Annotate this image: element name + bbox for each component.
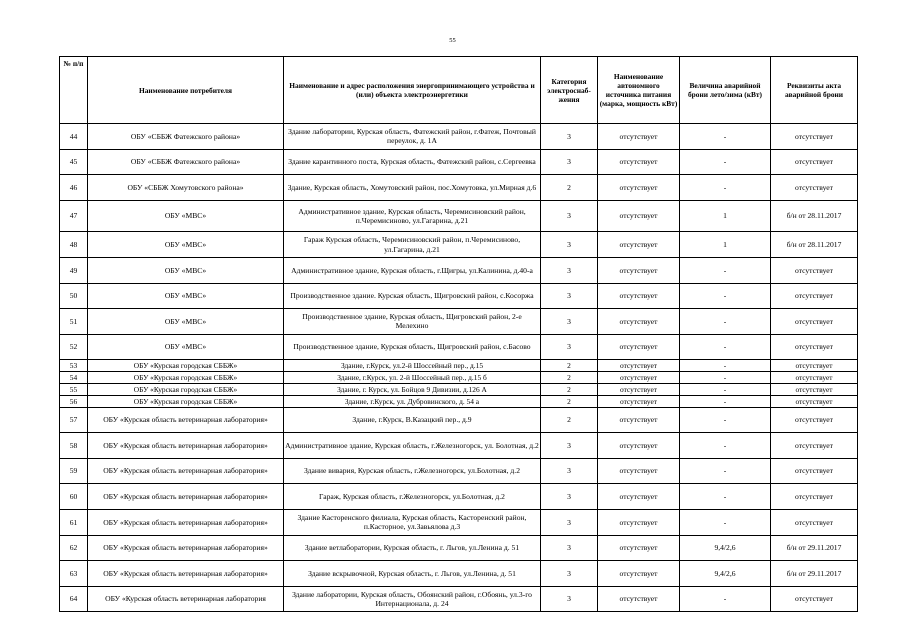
table-row [60, 458, 858, 484]
table-row [60, 232, 858, 258]
consumer-cell: ОБУ «МВС» [88, 200, 284, 232]
reserve-value-cell: - [680, 586, 771, 612]
address-cell: Гараж Курская область, Черемисиновский район, п.Черемисиново, ул.Гагарина, д.21 [284, 232, 541, 258]
power-source-cell: отсутствует [598, 232, 680, 258]
reserve-value-cell: - [680, 395, 771, 407]
emergency-reserve-table [59, 56, 858, 612]
table-row [60, 175, 858, 201]
address-cell: Здание карантинного поста, Курская область, Фатежский район, с.Сергеевка [284, 149, 541, 175]
address-cell: Гараж, Курская область, г.Железногорск, ул.Болотная, д.2 [284, 484, 541, 510]
row-number-cell: 58 [60, 433, 88, 459]
consumer-cell: ОБУ «Курская область ветеринарная лаборатория [88, 586, 284, 612]
consumer-cell: ОБУ «Курская область ветеринарная лаборатория» [88, 433, 284, 459]
reserve-value-cell: - [680, 175, 771, 201]
row-number-cell: 51 [60, 309, 88, 335]
category-cell: 3 [541, 257, 598, 283]
power-source-cell: отсутствует [598, 395, 680, 407]
address-cell: Здание, г.Курск, ул. 2-й Шоссейный пер., д.15 б [284, 372, 541, 384]
row-number-cell: 49 [60, 257, 88, 283]
row-number-cell: 64 [60, 586, 88, 612]
reserve-value-cell: - [680, 257, 771, 283]
category-cell: 3 [541, 561, 598, 587]
power-source-cell: отсутствует [598, 175, 680, 201]
power-source-cell: отсутствует [598, 257, 680, 283]
row-number-cell: 48 [60, 232, 88, 258]
act-details-cell: б/н от 28.11.2017 [771, 232, 858, 258]
row-number-cell: 50 [60, 283, 88, 309]
row-number-cell: 54 [60, 372, 88, 384]
table-row [60, 309, 858, 335]
category-cell: 3 [541, 124, 598, 150]
table-row [60, 200, 858, 232]
consumer-cell: ОБУ «Курская область ветеринарная лаборатория» [88, 458, 284, 484]
table-row [60, 535, 858, 561]
act-details-cell: отсутствует [771, 334, 858, 360]
category-cell: 3 [541, 586, 598, 612]
power-source-cell: отсутствует [598, 309, 680, 335]
address-cell: Здание лаборатории, Курская область, Обоянский район, г.Обоянь, ул.3-го Интернационала, д. 24 [284, 586, 541, 612]
reserve-value-cell: - [680, 383, 771, 395]
power-source-cell: отсутствует [598, 334, 680, 360]
power-source-cell: отсутствует [598, 372, 680, 384]
row-number-cell: 55 [60, 383, 88, 395]
power-source-cell: отсутствует [598, 509, 680, 535]
power-source-cell: отсутствует [598, 149, 680, 175]
reserve-value-cell: 9,4/2,6 [680, 561, 771, 587]
row-number-cell: 62 [60, 535, 88, 561]
power-source-cell: отсутствует [598, 484, 680, 510]
act-details-cell: отсутствует [771, 458, 858, 484]
address-cell: Здание лаборатории, Курская область, Фатежский район, г.Фатеж, Почтовый переулок, д. 1А [284, 124, 541, 150]
category-cell: 3 [541, 309, 598, 335]
consumer-cell: ОБУ «Курская область ветеринарная лаборатория» [88, 407, 284, 433]
consumer-cell: ОБУ «Курская область ветеринарная лаборатория» [88, 535, 284, 561]
category-cell: 3 [541, 484, 598, 510]
header-num: № п/п [60, 57, 88, 124]
address-cell: Здание, г.Курск, В.Казацкий пер., д.9 [284, 407, 541, 433]
row-number-cell: 45 [60, 149, 88, 175]
reserve-value-cell: 9,4/2,6 [680, 535, 771, 561]
consumer-cell: ОБУ «Курская область ветеринарная лаборатория» [88, 509, 284, 535]
address-cell: Здание, г.Курск, ул.2-й Шоссейный пер., д.15 [284, 360, 541, 372]
row-number-cell: 59 [60, 458, 88, 484]
power-source-cell: отсутствует [598, 433, 680, 459]
reserve-value-cell: - [680, 484, 771, 510]
header-act: Реквизиты акта аварийной брони [771, 57, 858, 124]
act-details-cell: отсутствует [771, 283, 858, 309]
reserve-value-cell: - [680, 433, 771, 459]
act-details-cell: отсутствует [771, 586, 858, 612]
category-cell: 2 [541, 407, 598, 433]
act-details-cell: отсутствует [771, 149, 858, 175]
power-source-cell: отсутствует [598, 383, 680, 395]
header-category: Категория электроснаб-жения [541, 57, 598, 124]
category-cell: 2 [541, 175, 598, 201]
reserve-value-cell: - [680, 149, 771, 175]
table-row [60, 334, 858, 360]
row-number-cell: 52 [60, 334, 88, 360]
category-cell: 3 [541, 149, 598, 175]
table-row [60, 395, 858, 407]
consumer-cell: ОБУ «МВС» [88, 334, 284, 360]
category-cell: 2 [541, 383, 598, 395]
row-number-cell: 60 [60, 484, 88, 510]
category-cell: 3 [541, 232, 598, 258]
table-row [60, 124, 858, 150]
reserve-value-cell: - [680, 334, 771, 360]
header-consumer: Наименование потребителя [88, 57, 284, 124]
address-cell: Административное здание, Курская область, Черемисиновский район, п.Черемисиново, ул.Гагарина, д.21 [284, 200, 541, 232]
category-cell: 3 [541, 200, 598, 232]
power-source-cell: отсутствует [598, 407, 680, 433]
category-cell: 2 [541, 372, 598, 384]
category-cell: 3 [541, 535, 598, 561]
category-cell: 3 [541, 433, 598, 459]
table-row [60, 484, 858, 510]
act-details-cell: отсутствует [771, 433, 858, 459]
reserve-value-cell: - [680, 124, 771, 150]
consumer-cell: ОБУ «Курская область ветеринарная лаборатория» [88, 561, 284, 587]
reserve-value-cell: 1 [680, 232, 771, 258]
address-cell: Административное здание, Курская область, г.Щигры, ул.Калинина, д.40-а [284, 257, 541, 283]
address-cell: Производственное здание, Курская область, Щигровский район, с.Басово [284, 334, 541, 360]
act-details-cell: б/н от 29.11.2017 [771, 535, 858, 561]
row-number-cell: 47 [60, 200, 88, 232]
consumer-cell: ОБУ «МВС» [88, 283, 284, 309]
row-number-cell: 44 [60, 124, 88, 150]
act-details-cell: отсутствует [771, 372, 858, 384]
address-cell: Здание Касторенского филиала, Курская область, Касторенский район, п.Касторное, ул.Завьялова д.3 [284, 509, 541, 535]
reserve-value-cell: - [680, 283, 771, 309]
consumer-cell: ОБУ «МВС» [88, 309, 284, 335]
table-row [60, 433, 858, 459]
row-number-cell: 53 [60, 360, 88, 372]
act-details-cell: отсутствует [771, 309, 858, 335]
table-row [60, 383, 858, 395]
consumer-cell: ОБУ «Курская область ветеринарная лаборатория» [88, 484, 284, 510]
address-cell: Здание ветлаборатории, Курская область, г. Льгов, ул.Ленина д. 51 [284, 535, 541, 561]
consumer-cell: ОБУ «Курская городская СББЖ» [88, 372, 284, 384]
act-details-cell: отсутствует [771, 175, 858, 201]
power-source-cell: отсутствует [598, 200, 680, 232]
row-number-cell: 63 [60, 561, 88, 587]
consumer-cell: ОБУ «СББЖ Фатежского района» [88, 124, 284, 150]
category-cell: 2 [541, 395, 598, 407]
consumer-cell: ОБУ «Курская городская СББЖ» [88, 360, 284, 372]
consumer-cell: ОБУ «СББЖ Фатежского района» [88, 149, 284, 175]
power-source-cell: отсутствует [598, 535, 680, 561]
consumer-cell: ОБУ «МВС» [88, 257, 284, 283]
category-cell: 3 [541, 458, 598, 484]
address-cell: Производственное здание, Курская область, Щигровский район, 2-е Мелехино [284, 309, 541, 335]
table-row [60, 257, 858, 283]
act-details-cell: отсутствует [771, 383, 858, 395]
page-number: 55 [449, 37, 456, 44]
table-body [60, 124, 858, 612]
address-cell: Здание вскрывочной, Курская область, г. Льгов, ул.Ленина, д. 51 [284, 561, 541, 587]
header-source: Наименование автономного источника питания (марка, мощность кВт) [598, 57, 680, 124]
act-details-cell: отсутствует [771, 395, 858, 407]
power-source-cell: отсутствует [598, 283, 680, 309]
table-row [60, 586, 858, 612]
table-header-row [60, 57, 858, 124]
address-cell: Здание, г. Курск, ул. Бойцов 9 Дивизии, д.126 А [284, 383, 541, 395]
consumer-cell: ОБУ «Курская городская СББЖ» [88, 383, 284, 395]
category-cell: 3 [541, 334, 598, 360]
consumer-cell: ОБУ «Курская городская СББЖ» [88, 395, 284, 407]
power-source-cell: отсутствует [598, 561, 680, 587]
power-source-cell: отсутствует [598, 360, 680, 372]
table-row [60, 407, 858, 433]
address-cell: Здание, Курская область, Хомутовский район, пос.Хомутовка, ул.Мирная д.6 [284, 175, 541, 201]
act-details-cell: отсутствует [771, 407, 858, 433]
reserve-value-cell: - [680, 309, 771, 335]
consumer-cell: ОБУ «МВС» [88, 232, 284, 258]
row-number-cell: 57 [60, 407, 88, 433]
address-cell: Производственное здание. Курская область, Щигровский район, с.Косоржа [284, 283, 541, 309]
address-cell: Здание вивария, Курская область, г.Железногорск, ул.Болотная, д.2 [284, 458, 541, 484]
power-source-cell: отсутствует [598, 458, 680, 484]
category-cell: 3 [541, 283, 598, 309]
power-source-cell: отсутствует [598, 586, 680, 612]
table-row [60, 509, 858, 535]
act-details-cell: отсутствует [771, 360, 858, 372]
act-details-cell: отсутствует [771, 484, 858, 510]
address-cell: Здание, г.Курск, ул. Дубровинского, д. 54 а [284, 395, 541, 407]
reserve-value-cell: - [680, 407, 771, 433]
power-source-cell: отсутствует [598, 124, 680, 150]
act-details-cell: б/н от 28.11.2017 [771, 200, 858, 232]
row-number-cell: 46 [60, 175, 88, 201]
reserve-value-cell: - [680, 509, 771, 535]
header-reserve: Величина аварийной брони лето/зима (кВт) [680, 57, 771, 124]
reserve-value-cell: - [680, 360, 771, 372]
row-number-cell: 56 [60, 395, 88, 407]
header-address: Наименование и адрес расположения энергопринимающего устройства и (или) объекта электроэнергетики [284, 57, 541, 124]
table-row [60, 372, 858, 384]
table-row [60, 149, 858, 175]
row-number-cell: 61 [60, 509, 88, 535]
reserve-value-cell: - [680, 372, 771, 384]
act-details-cell: отсутствует [771, 509, 858, 535]
table-row [60, 283, 858, 309]
table-row [60, 360, 858, 372]
act-details-cell: отсутствует [771, 257, 858, 283]
category-cell: 3 [541, 509, 598, 535]
reserve-value-cell: - [680, 458, 771, 484]
address-cell: Административное здание, Курская область, г.Железногорск, ул. Болотная, д.2 [284, 433, 541, 459]
consumer-cell: ОБУ «СББЖ Хомутовского района» [88, 175, 284, 201]
category-cell: 2 [541, 360, 598, 372]
act-details-cell: б/н от 29.11.2017 [771, 561, 858, 587]
table-row [60, 561, 858, 587]
reserve-value-cell: 1 [680, 200, 771, 232]
act-details-cell: отсутствует [771, 124, 858, 150]
